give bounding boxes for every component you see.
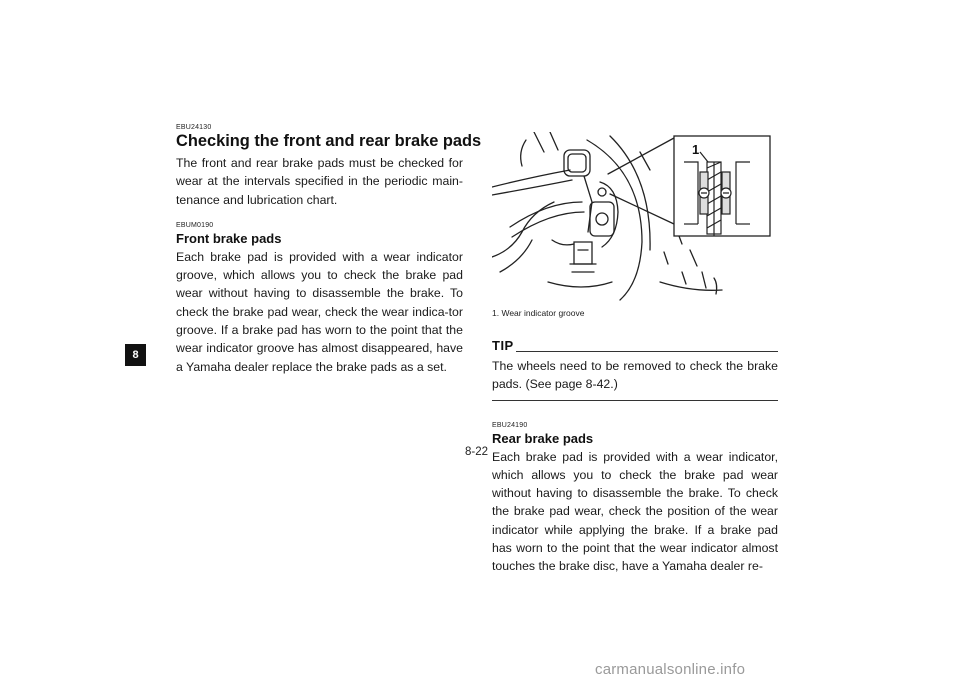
tip-label: TIP <box>492 338 514 353</box>
front-paragraph: Each brake pad is provided with a wear indicator groove, which allows you to check the brake pad wear without having to disassemble the brake. To check the brake pad wear, check the wear indica-tor groove. If a brake pad has worn to the point that the wear indicator groove has almost disappeared, have a Yamaha dealer replace the brake pads as a set. <box>176 249 463 374</box>
chapter-tab: 8 <box>125 344 146 366</box>
section-code: EBU24130 <box>176 124 212 131</box>
rear-paragraph: Each brake pad is provided with a wear indicator, which allows you to check the brake pad wear without having to disassemble the brake. To check the brake pad wear, check the position of the wear indicator while applying the brake. If a brake pad has worn to the point that the wear indicator almost touches the brake disc, have a Yamaha dealer re- <box>492 449 778 574</box>
rear-code: EBU24190 <box>492 421 528 429</box>
page-number: 8-22 <box>465 446 489 458</box>
intro-paragraph: The front and rear brake pads must be checked for wear at the intervals specified in the periodic main-tenance and lubrication chart. <box>176 156 463 207</box>
tip-box <box>492 339 778 401</box>
tip-rule <box>516 351 778 352</box>
front-code: EBUM0190 <box>176 221 214 229</box>
figure-caption: 1. Wear indicator groove <box>492 308 585 318</box>
tip-text: The wheels need to be removed to check the brake pads. (See page 8-42.) <box>492 359 778 392</box>
left-column <box>176 124 482 376</box>
watermark: carmanualsonline.info <box>595 661 746 678</box>
right-column <box>492 132 778 576</box>
figure-callout-number: 1 <box>692 142 700 157</box>
rear-heading: Rear brake pads <box>492 430 594 446</box>
brake-illustration-svg <box>492 132 778 304</box>
brake-caliper-illustration <box>492 132 778 304</box>
section-title: Checking the front and rear brake pads <box>176 132 482 150</box>
front-heading: Front brake pads <box>176 230 282 246</box>
